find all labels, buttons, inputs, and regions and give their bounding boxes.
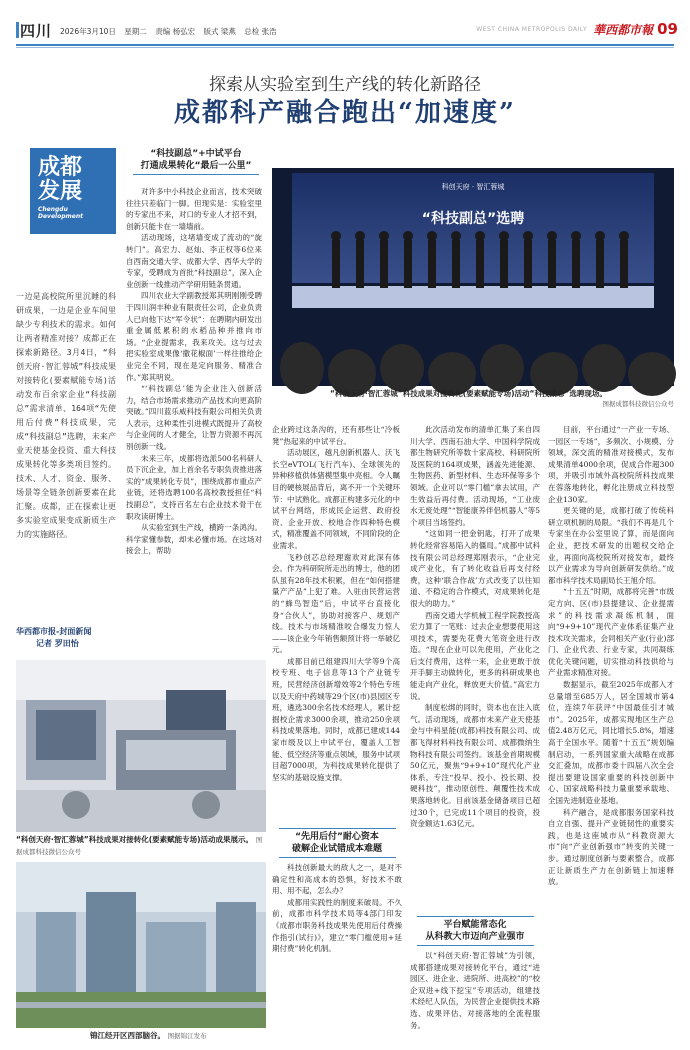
body-paragraph: 企业跨过这条沟的，还有那些让“冷板凳”热起来的中试平台。 <box>272 425 400 446</box>
city-photo-credit: 图据锦江发布 <box>167 1032 207 1040</box>
editor-credit: 责编 杨弘宏 <box>155 27 196 36</box>
body-paragraph: 制度松绑的同时，资本也在注入底气。活动现场，成都市未来产业天使基金与中科星能(成都)科技有限公司、成都飞得材料科技有限公司、成都微纳生物科技有限公司签约。该基金首期规模50亿元，聚焦“9+9+10”现代化产业体系，专注“投早、投小、投长期、投硬科技”，推动原创性、颠覆性技术成果落地转化。目前该基金储备项目已超过30个，已完成11个项目的投资，投资金额达1.63亿元。 <box>410 703 540 829</box>
body-paragraph: 目前，平台通过“一产业一专场、一园区一专场”，多频次、小规模、分领域，深交流的精准对接模式，发布成果清单4000余项，促成合作超300项，并吸引市域外高校院所科技成果在蓉落地转化，孵化注册成立科技型企业130家。 <box>548 425 674 504</box>
section4-heading-line1: 平台赋能常态化 <box>443 920 507 930</box>
body-paragraph: 飞秒创芯总经理谢欢对此深有体会。作为科研院所走出的博士，他的团队虽有28年技术积累，但在“如何搭建量产产品”上犯了难。入驻由民营运营的“蜂鸟智造”后，中试平台直接化身“合伙人”，协助对接客户、规划产线。技术与市场精准咬合爆发力惊人——该企业今年销售额预计将一举破亿元。 <box>272 552 400 655</box>
badge-english-line1: Chengdu <box>38 206 68 213</box>
main-event-photo <box>272 168 674 386</box>
section2-heading-line1: “先用后付”耐心资本 <box>295 832 379 842</box>
body-paragraph: 成都用实践性的制度来破局。不久前，成都市科学技术局等4部门印发《成都市职务科技成果先使用后付费操作指引(试行)》，建立“零门槛使用+延期付费”转化机制。 <box>272 897 402 954</box>
section1-heading-line2: 打通成果转化“最后一公里” <box>140 161 252 171</box>
city-photo <box>16 862 266 1028</box>
section2-heading <box>272 826 402 860</box>
section-name: 四川 <box>20 22 53 40</box>
body-paragraph: “十五五”时期，成都将完善“市级定方向、区(市)县提建议、企业提需求”的科技需求凝练机制，面向“9+9+10”现代产业体系征集产业技术攻关需求，会同相关产业(行业)部门、企业代表、行业专家，共同凝练优化关键问题，切实推动科技供给与产业需求精准对接。 <box>548 587 674 678</box>
badge-title-line2: 发展 <box>38 179 83 204</box>
section2-heading-line2: 破解企业试错成本难题 <box>291 844 382 854</box>
expo-photo <box>16 660 266 832</box>
lead-paragraph: 一边是高校院所里沉睡的科研成果，一边是企业车间里缺少专利技术的需求。如何让两者精准对接？成都正在探索新路径。3月4日，“科创天府·智汇蓉城”科技成果对接转化(要素赋能专场)活动发布百余家企业“科技副总”需求清单、164项“先使用后付费”科技成果，完成“科技副总”选聘，未来产业天使基金投资、重大科技成果转化等多类项目签约。技术、人才、资金、服务、场景等全链条创新要素在此汇聚。成都，正在探索让更多实验室成果变成新质生产力的实施路径。 <box>16 292 116 539</box>
page-header <box>0 0 690 46</box>
section1-body <box>126 186 262 574</box>
body-paragraph: 对许多中小科技企业而言，技术突破往往只差临门一脚。但现实是：实验室里的专家出不来，对口的专业人才招不到，创新只能卡在一墙墙前。 <box>126 187 262 231</box>
expo-photo-credit: 图据成都科技微信公众号 <box>16 836 263 856</box>
section2-body <box>272 862 402 1034</box>
issue-date: 2026年3月10日 <box>60 27 116 36</box>
body-paragraph: 未来三年，成都将选派500名科研人员下沉企业，加上首余名专职负责推进落实的“成果转化专员”，围绕成都市重点产业链，还将选聘100名高校教授担任“科技副总”，支持百名左右企业技术骨干在职攻读研博士。 <box>126 453 262 521</box>
badge-english <box>38 206 83 220</box>
header-rule <box>16 44 674 46</box>
section2-heading-rule-top <box>279 828 396 829</box>
body-paragraph: 数据显示，截至2025年成都入才总量增至685万人，居全国城市第4位，连续7年获评“中国最佳引才城市”。2025年，成都实现地区生产总值2.48万亿元，同比增长5.8%，增速高于全国水平。随着“十五五”规划编制启动，一系列国家重大战略在成都交汇叠加，成都市委十四届八次全会提出要建设国家重要的科技创新中心、国家战略科技力量重要承载地、全国先进制造业基地。 <box>548 680 674 805</box>
kicker-headline: 探索从实验室到生产线的转化新路径 <box>209 75 481 95</box>
main-photo-credit: 图据成都科技微信公众号 <box>602 400 674 408</box>
byline <box>16 626 116 650</box>
main-photo-caption-text: “科创天府·智汇蓉城”科技成果对接转化(要素赋能专场)活动“科技副总”选聘现场。 <box>330 389 607 398</box>
checker-credit: 总检 张浩 <box>244 27 277 36</box>
body-paragraph: 更关键的是，成都打破了传统科研立项机制的局限。“我们不再是几个专家坐在办公室里说了算，而是面向企业，把技术研发的出题权交给企业，再面向高校院所对接发布，最终以产业需求为导向创新研发供给。”成都市科学技术局副局长王旭介绍。 <box>548 506 674 585</box>
section5-body <box>548 424 674 1034</box>
body-paragraph: 四川农业大学副教授郑其明刚刚受聘于四川润丰种业有限责任公司，企业负责人已向他下达“军令状”：在聘期内研发出重金属低累积的水稻品种并推向市场。“企业提需求，我来攻关。这与过去把实验室成果像‘撒花椒面’一样往推给企业完全不同，现在是定向服务、精准合作。”郑其明说。 <box>126 291 262 382</box>
stage-photo-image <box>272 168 674 386</box>
body-paragraph: “这如同一把金钥匙，打开了成果转化经常容易陷入的僵局。”成都中试科技有限公司总经理郑刚表示，“企业完成产业化，有了转化收益后再支付经费，这种‘联合作战’方式改变了以往知道、不稳定的合作模式，对成果转化是很大的助力。” <box>410 529 540 608</box>
city-photo-image <box>16 862 266 1028</box>
city-photo-caption <box>90 1030 266 1042</box>
expo-photo-caption <box>16 834 266 858</box>
section2-heading-rule <box>279 857 396 858</box>
body-paragraph: 科产融合，是成都服务国家科技自立自强、提升产业链韧性的重要实践，也是这座城市从“科教资源大市”向“产业创新强市”转变的关键一步。通过制度创新与要素整合，成都正让新质生产力在创新链上加速释放。 <box>548 807 674 887</box>
expo-photo-caption-text: “科创天府·智汇蓉城”科技成果对接转化(要素赋能专场)活动成果展示。 <box>16 835 254 844</box>
section4-heading <box>410 914 540 948</box>
body-paragraph: “‘科技副总’能为企业注入创新活力，结合市场需求推动产品技术向更高阶突破。”四川蓝乐威科技有限公司相关负责人表示，这种柔性引进模式既提升了高校与企业间的人才健全，让智力资源不再沉别创新一线。 <box>126 384 262 452</box>
body-paragraph: 以“科创天府·智汇蓉城”为引领，成都搭建成果对接转化平台，通过“进园区、进企业、进院所、进高校”的“校企双进+线下挖宝”专项活动，组建技术经纪人队伍，为民营企业提供技术路选、成果评估、对接落地的全流程服务。 <box>410 951 540 1030</box>
designer-credit: 版式 梁燕 <box>203 27 236 36</box>
section4-body <box>410 950 540 1034</box>
section4-heading-rule-top <box>417 916 534 917</box>
section4-heading-line2: 从科教大市迈向产业强市 <box>425 932 525 942</box>
masthead-logo: 華西都市報 <box>593 22 654 37</box>
expo-photo-image <box>16 660 266 832</box>
body-paragraph: 成都目前已组建四川大学等9个高校专班、电子信息等13个产业链专班，民营经济创新增效等2个特色专班以及天府中药城等29个区(市)县园区专班，遴选300余名技术经理人，累计挖掘校企需求3000余项，推动250余项科技成果落地。同时，成都已建成144家市级及以上中试平台，覆盖人工智能、低空经济等重点领域，服务中试项目超7000项，为科技成果转化提供了坚实的基础设施支撑。 <box>272 656 400 782</box>
page-number: 09 <box>657 20 678 38</box>
section1-heading-line1: “科技副总”+中试平台 <box>150 149 242 159</box>
body-paragraph: 活动现场，这堵墙变成了流动的“旋转门”。高宏力、赵灿、李正权等6位来自西南交通大学、成都大学、西华大学的专家，受聘成为首批“科技副总”，深入企业创新一线推动产学研用链条贯通。 <box>126 233 262 289</box>
masthead-block <box>476 20 678 38</box>
body-paragraph: 此次活动发布的清单汇集了来自四川大学、西南石油大学、中国科学院成都生物研究所等数十家高校、科研院所及医院的164项成果，涵盖先进能源、生物医药、新型材料、生态环保等多个领域。企业可以“零门槛”拿去试用，产生效益后再付费。活动现场，“工业废水无废处理”“智能康养伴侣机器人”等5个项目当场签约。 <box>410 425 540 527</box>
section3-body <box>410 424 540 974</box>
section-marker <box>16 22 19 38</box>
badge-english-line2: Development <box>38 213 83 220</box>
issue-weekday: 星期二 <box>124 27 147 36</box>
section1b-body <box>272 424 400 782</box>
screen-banner-title: “科技副总”选聘 <box>421 211 525 227</box>
byline-reporter: 记者 罗田怡 <box>36 639 79 648</box>
header-rule-thin <box>16 47 674 48</box>
screen-banner-small: 科创天府 · 智汇蓉城 <box>441 183 505 191</box>
section1-heading-rule <box>133 174 259 175</box>
body-paragraph: 从实验室到生产线，横跨一条鸿沟。科学家懂参数，却未必懂市场。在这场对接会上，帮助 <box>126 523 262 556</box>
header-meta <box>60 26 283 37</box>
badge-title <box>38 156 82 204</box>
byline-outlet: 华西都市报-封面新闻 <box>16 627 92 636</box>
column-badge <box>30 148 116 234</box>
city-photo-caption-text: 锦江经开区西部脑谷。 <box>90 1031 165 1040</box>
section4-heading-rule <box>417 945 534 946</box>
english-masthead: WEST CHINA METROPOLIS DAILY <box>476 25 588 33</box>
main-photo-caption <box>330 388 674 410</box>
body-paragraph: 活动展区，越凡创新机器人、沃飞长空eVTOL(飞行汽车)、全球领先的异种移植供体猪模型集中亮相。令人瞩目的硬核展品背后，离不开一个关键环节：中试熟化。成都正构建多元化的中试平台网络，形成民企运营、政府投资、企业开放、校地合作四种特色模式，精准覆盖不同领域，不同阶段的企业需求。 <box>272 448 400 550</box>
body-paragraph: 科技创新最大的敌人之一，是对不确定性和高成本的恐惧，好技术不敢用、用不起，怎么办？ <box>272 863 402 896</box>
main-headline: 成都科产融合跑出“加速度” <box>174 98 516 128</box>
badge-title-line1: 成都 <box>38 155 83 180</box>
body-paragraph: 西南交通大学机械工程学院教授高宏力算了一笔账：过去企业想要使用这项技术，需要先花费大笔资金进行改造。“现在企业可以先使用，产业化之后支付费用，这样一来，企业更敢于放开手脚主动做转化，更多的科研成果也能走向产业化，释放更大价值。”高宏力说。 <box>410 610 540 701</box>
left-column <box>16 148 116 234</box>
section1-heading <box>126 148 266 177</box>
